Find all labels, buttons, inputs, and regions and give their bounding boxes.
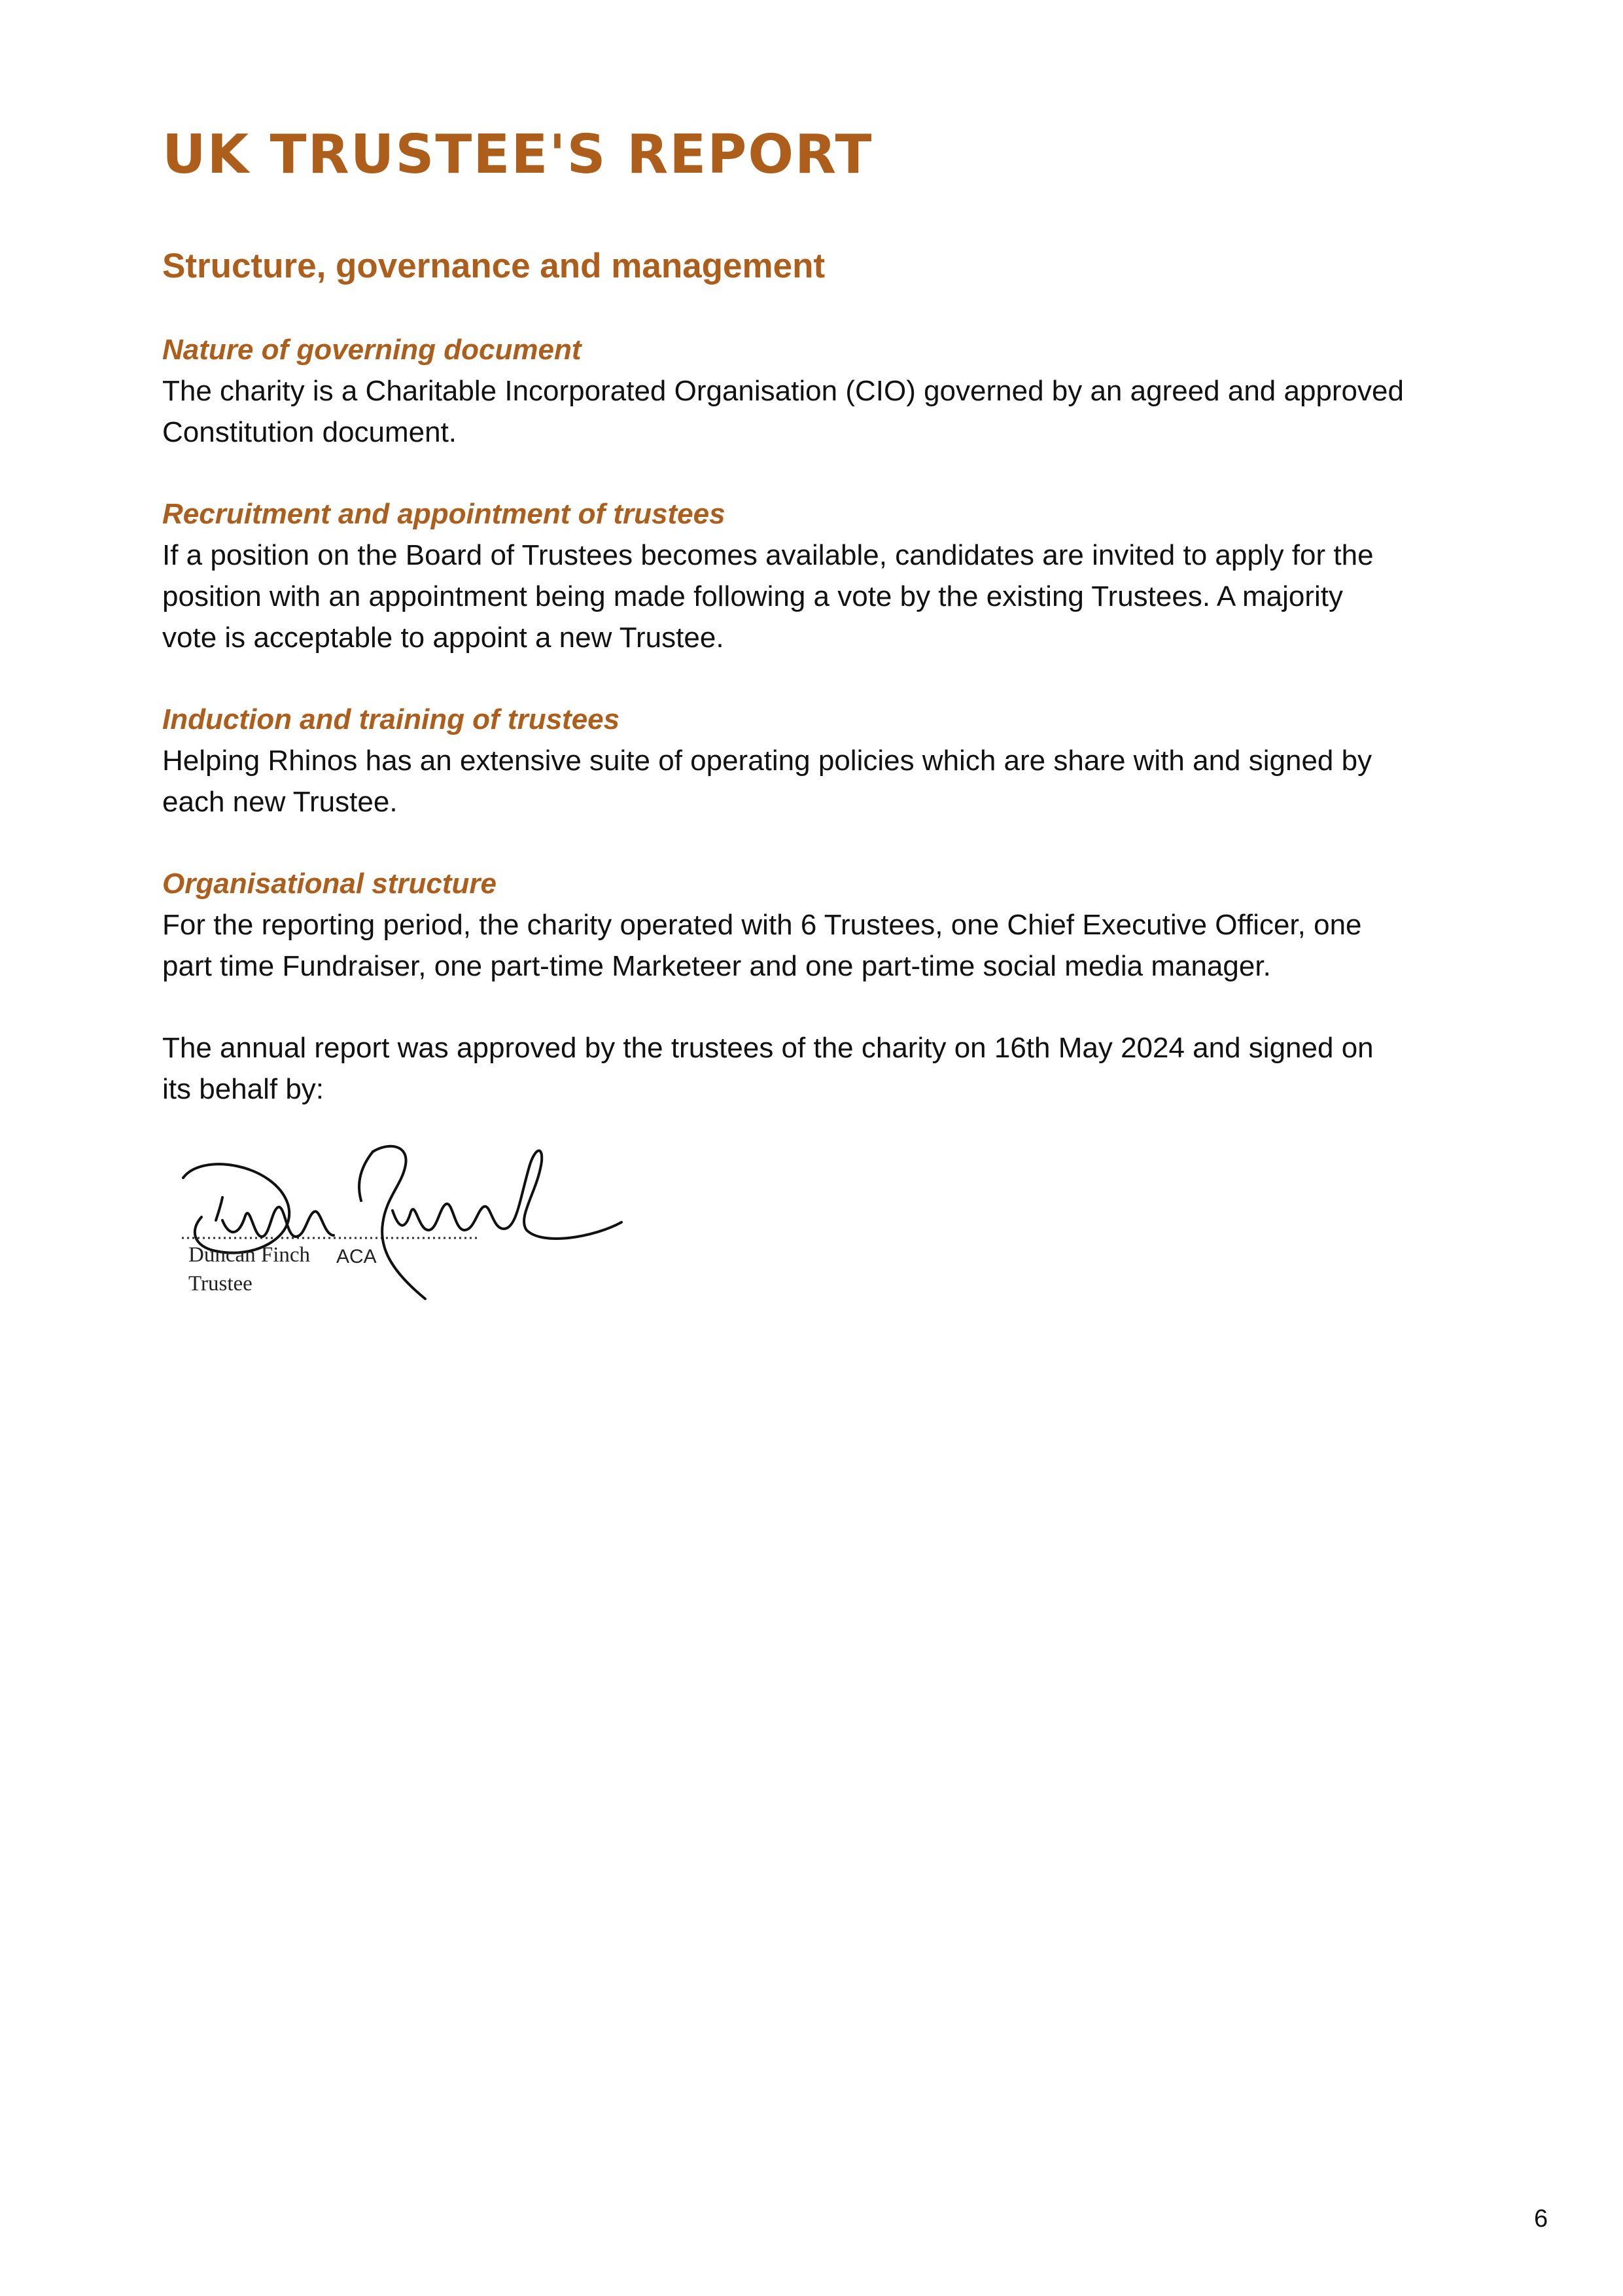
section-organisational-structure bbox=[162, 863, 1484, 987]
subheading-organisational-structure: Organisational structure bbox=[162, 868, 497, 900]
signature-block bbox=[177, 1139, 674, 1309]
signatory-suffix: ACA bbox=[336, 1246, 377, 1267]
approval-statement: The annual report was approved by the trustees of the charity on 16th May 2024 and signed on its behalf by: bbox=[162, 1032, 1374, 1105]
approval-block bbox=[162, 1027, 1484, 1110]
paragraph-recruitment: If a position on the Board of Trustees becomes available, candidates are invited to apply for the position with an appointment being made following a vote by the existing Trustees. A majority vote is acceptable to appoint a new Trustee. bbox=[162, 539, 1374, 654]
paragraph-induction: Helping Rhinos has an extensive suite of operating policies which are share with and signed by each new Trustee. bbox=[162, 745, 1372, 818]
page-number: 6 bbox=[1534, 2205, 1548, 2233]
section-recruitment bbox=[162, 493, 1484, 658]
subheading-governing-document: Nature of governing document bbox=[162, 334, 582, 366]
subheading-induction: Induction and training of trustees bbox=[162, 703, 620, 735]
signatory-name: Duncan Finch bbox=[188, 1243, 311, 1267]
subheading-recruitment: Recruitment and appointment of trustees bbox=[162, 498, 725, 530]
section-heading: Structure, governance and management bbox=[162, 247, 826, 285]
signatory-role: Trustee bbox=[188, 1272, 253, 1296]
paragraph-governing-document: The charity is a Charitable Incorporated Organisation (CIO) governed by an agreed and approved Constitution document. bbox=[162, 375, 1404, 448]
section-governing-document bbox=[162, 329, 1484, 453]
paragraph-organisational-structure: For the reporting period, the charity operated with 6 Trustees, one Chief Executive Officer, one part time Fundraiser, one part-time Marketeer and one part-time social media manager. bbox=[162, 909, 1362, 982]
report-title: UK TRUSTEE'S REPORT bbox=[162, 124, 873, 186]
section-induction bbox=[162, 699, 1484, 822]
